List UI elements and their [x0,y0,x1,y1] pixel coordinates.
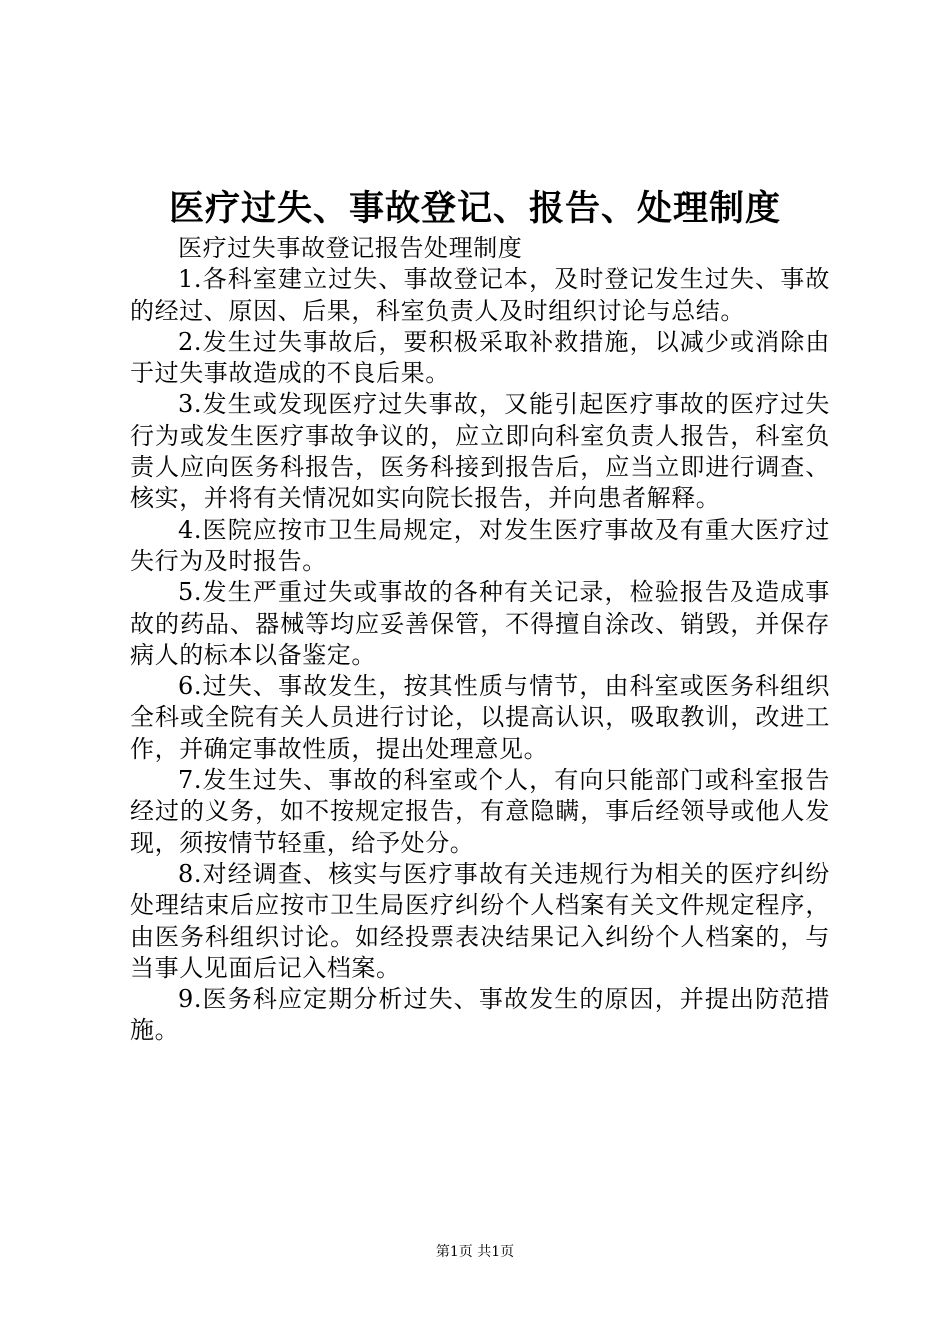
clause-9: 9.医务科应定期分析过失、事故发生的原因，并提出防范措施。 [130,985,830,1045]
document-title: 医疗过失、事故登记、报告、处理制度 [168,189,781,229]
clause-7: 7.发生过失、事故的科室或个人，有向只能部门或科室报告经过的义务，如不按规定报告，有意隐瞒，事后经领导或他人发现，须按情节轻重，给予处分。 [130,766,830,857]
clause-6: 6.过失、事故发生，按其性质与情节，由科室或医务科组织全科或全院有关人员进行讨论，以提高认识，吸取教训，改进工作，并确定事故性质，提出处理意见。 [130,672,830,763]
document-subtitle: 医疗过失事故登记报告处理制度 [178,234,523,262]
clause-2: 2.发生过失事故后，要积极采取补救措施，以减少或消除由于过失事故造成的不良后果。 [130,327,830,388]
clause-4: 4.医院应按市卫生局规定，对发生医疗事故及有重大医疗过失行为及时报告。 [130,515,830,575]
document-body [130,233,830,1047]
clause-5: 5.发生严重过失或事故的各种有关记录，检验报告及造成事故的药品、器械等均应妥善保管，不得擅自涂改、销毁，并保存病人的标本以备鉴定。 [130,578,830,669]
clause-8: 8.对经调查、核实与医疗事故有关违规行为相关的医疗纠纷处理结束后应按市卫生局医疗纠纷个人档案有关文件规定程序，由医务科组织讨论。如经投票表决结果记入纠纷个人档案的，与当事人见面后记入档案。 [130,859,830,982]
clause-1: 1.各科室建立过失、事故登记本，及时登记发生过失、事故的经过、原因、后果，科室负责人及时组织讨论与总结。 [130,265,830,325]
page-number-footer: 第1页 共1页 [435,1244,515,1260]
clause-3: 3.发生或发现医疗过失事故，又能引起医疗事故的医疗过失行为或发生医疗事故争议的，应立即向科室负责人报告，科室负责人应向医务科报告，医务科接到报告后，应当立即进行调查、核实，并将有关情况如实向院长报告，并向患者解释。 [130,390,830,513]
